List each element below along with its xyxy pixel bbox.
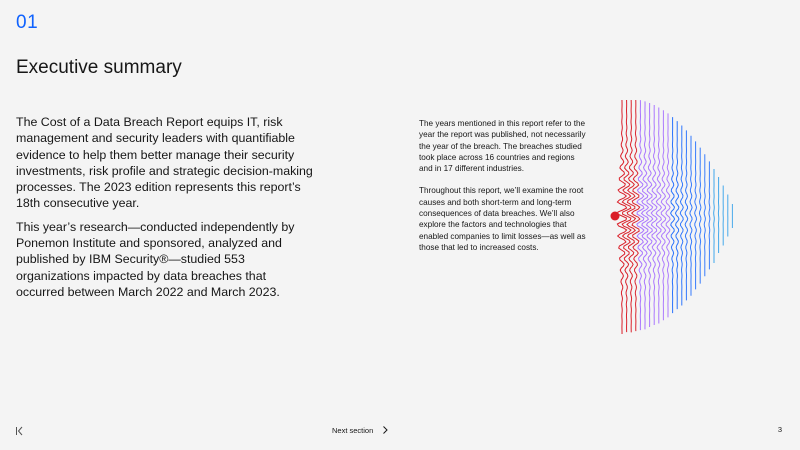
next-section-link[interactable] xyxy=(332,425,389,435)
wave-line xyxy=(704,154,705,276)
first-page-icon[interactable] xyxy=(14,424,26,436)
side-note xyxy=(419,118,589,264)
lead-paragraph: The Cost of a Data Breach Report equips IT, risk management and security leaders with quantifiable evidence to help them better manage their security investments, risk profile and strategic decision-making processes. The 2023 edition represents this report’s 18th consecutive year. xyxy=(16,115,313,211)
side-note-paragraph: Throughout this report, we’ll examine the root causes and both short-term and long-term consequences of data breaches. We’ll also explore the factors and technologies that enabled companies to limit losses—as well as those that led to increased costs. xyxy=(419,186,586,252)
lead-paragraph: This year’s research—conducted independently by Ponemon Institute and sponsored, analyzed and published by IBM Security®—studied 553 organizations impacted by data breaches that occurred between March 2022 and March 2023. xyxy=(16,219,295,299)
radiating-wave-lines-graphic xyxy=(600,100,750,340)
wave-line xyxy=(671,117,675,313)
wave-line xyxy=(651,105,657,325)
wave-line xyxy=(709,161,710,269)
page-number: 3 xyxy=(777,425,782,434)
wave-line xyxy=(714,169,715,263)
page-title: Executive summary xyxy=(16,57,182,78)
wave-line xyxy=(627,100,636,332)
section-number: 01 xyxy=(16,12,39,33)
wave-line xyxy=(656,108,661,324)
lead-text xyxy=(16,114,316,307)
chevron-right-icon xyxy=(381,425,389,435)
side-note-paragraph: The years mentioned in this report refer to the year the report was published, not necessarily the year of the breach. The breaches studied took place across 16 countries and regions and in 17 different industries. xyxy=(419,119,586,174)
wave-line xyxy=(675,121,679,309)
wave-line xyxy=(661,110,666,320)
wave-line xyxy=(685,130,688,300)
wave-line xyxy=(680,126,683,306)
wave-line xyxy=(666,113,670,317)
next-section-label: Next section xyxy=(332,425,374,435)
wave-line xyxy=(695,141,697,289)
wave-line xyxy=(622,100,631,332)
wave-line xyxy=(642,101,649,329)
wave-line xyxy=(699,148,700,284)
origin-dot xyxy=(611,212,620,221)
wave-line xyxy=(690,136,692,296)
wave-line xyxy=(646,103,652,327)
